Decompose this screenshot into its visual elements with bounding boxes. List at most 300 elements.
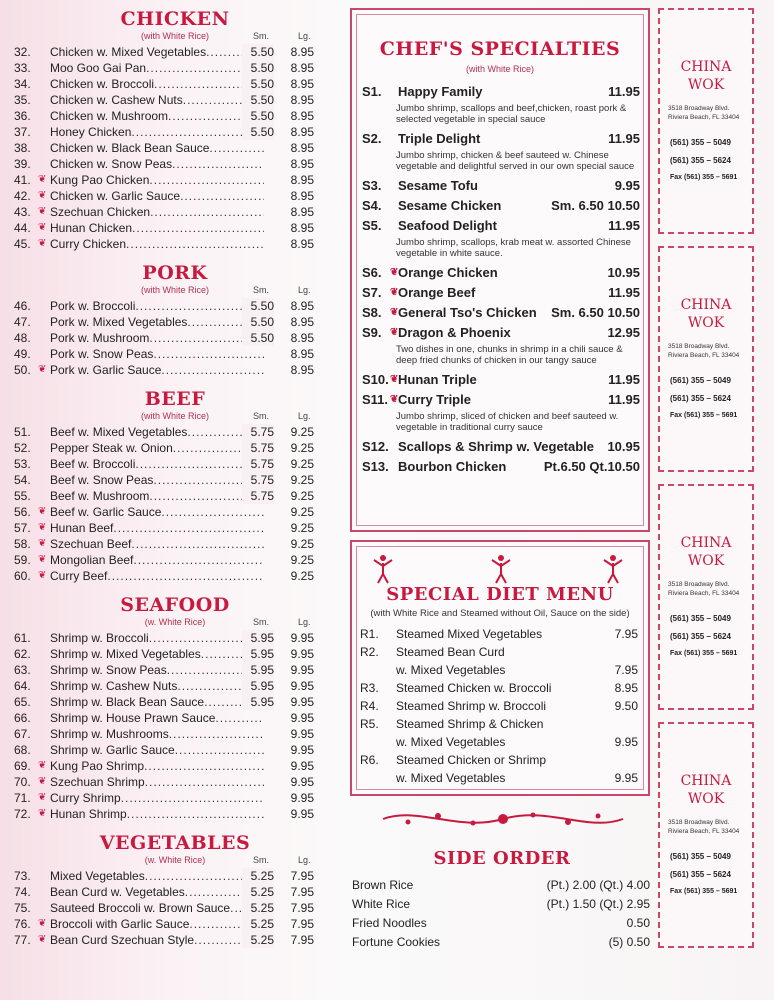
menu-item-row [10,220,340,236]
menu-item-row [10,156,340,172]
dancer-figure-icon [490,554,512,584]
menu-item-row [10,726,340,742]
card-phones [660,372,752,424]
section-gap [10,378,340,388]
specialty-price: 11.95 [608,372,640,387]
section-gap [10,584,340,594]
specialty-code: S7. [362,285,382,300]
item-name: Shrimp w. Garlic Sauce ..... [50,742,264,758]
item-number: 51. [14,425,31,439]
item-price-large: 9.95 [290,743,314,757]
hot-pepper-icon: ❦ [390,394,399,405]
specialty-name: Curry Triple [398,392,471,407]
menu-item-row [10,488,340,504]
item-price-large: 9.95 [290,679,314,693]
specialty-item [362,129,640,172]
specialty-head [362,457,640,477]
item-price-large: 8.95 [290,347,314,361]
hot-pepper-icon: ❦ [390,267,399,278]
item-number: 55. [14,489,31,503]
small-size-label: Sm. [253,855,270,865]
specialty-head [362,303,640,323]
item-price-small: 5.75 [242,456,274,472]
small-size-label: Sm. [253,285,270,295]
item-number: 41. [14,173,31,187]
item-price-small: 5.50 [242,124,274,140]
diet-price: 7.95 [614,627,638,641]
item-number: 53. [14,457,31,471]
card-address [668,580,752,598]
item-number: 67. [14,727,31,741]
card-address [668,818,752,836]
card-phone1: (561) 355 – 5049 [670,138,731,147]
item-price-large: 9.95 [290,807,314,821]
card-address-line2: Riviera Beach, FL 33404 [668,590,740,597]
specialty-head [362,82,640,102]
item-number: 57. [14,521,31,535]
side-order-row [352,895,652,914]
item-price-small: 5.75 [242,488,274,504]
specialty-item [362,82,640,125]
card-name-line1: CHINA [680,535,732,551]
chefs-specialties-list [352,82,648,477]
business-cards-column [658,8,754,960]
menu-item-row [10,646,340,662]
item-name: Chicken w. Snow Peas ..... [50,156,264,172]
item-price-small: 5.25 [242,932,274,948]
item-name: Curry Chicken ..... [50,236,264,252]
specialty-name: Bourbon Chicken [398,459,507,474]
diet-code: R2. [360,645,379,659]
specialty-head [362,263,640,283]
item-name: Beef w. Mixed Vegetables ..... [50,424,264,440]
card-address-line1: 3518 Broadway Blvd. [668,343,730,350]
item-name: Hunan Shrimp ..... [50,806,264,822]
item-number: 47. [14,315,31,329]
diet-name: Steamed Bean Curd [396,645,505,659]
section-subtitle-row [10,284,340,298]
hot-pepper-icon: ❦ [38,538,47,549]
specialty-name: Scallops & Shrimp w. Vegetable [398,439,595,454]
item-name: Chicken w. Cashew Nuts ..... [50,92,264,108]
specialty-item [362,457,640,477]
section-subtitle: (with White Rice) [140,31,209,41]
item-name: Shrimp w. Mushrooms ..... [50,726,264,742]
diet-price: 8.95 [614,681,638,695]
menu-item-row [10,204,340,220]
item-name: Pork w. Snow Peas ..... [50,346,264,362]
menu-item-row [10,44,340,60]
card-fax: Fax (561) 355 – 5691 [670,412,738,419]
section-title: CHICKEN [120,8,230,30]
specialty-price: 10.95 [607,265,640,280]
special-diet-list [352,625,648,787]
business-card [658,484,754,710]
item-number: 77. [14,933,31,947]
special-diet-subtitle: (with White Rice and Steamed without Oil, Sauce on the side) [370,608,630,619]
side-order-name: Fortune Cookies [352,935,441,949]
item-price-large: 8.95 [290,125,314,139]
menu-item-row [10,536,340,552]
specialty-head [362,176,640,196]
specialty-description: Two dishes in one, chunks in shrimp in a chili sauce & deep fried chunks of chicken in our tangy sauce [396,344,623,366]
menu-item-row [10,568,340,584]
card-name-line1: CHINA [680,59,732,75]
specialty-price: 9.95 [614,178,640,193]
menu-item-row [10,710,340,726]
specialty-name: Orange Beef [398,285,476,300]
item-price-large: 9.25 [290,489,314,503]
diet-item-row-continued [360,733,638,751]
business-card [658,722,754,948]
item-name: Chicken w. Mushroom ..... [50,108,264,124]
item-price-small: 5.25 [242,868,274,884]
menu-item-row [10,758,340,774]
item-price-large: 8.95 [290,109,314,123]
menu-item-row [10,900,340,916]
item-price-small: 5.95 [242,662,274,678]
item-number: 45. [14,237,31,251]
item-name: Shrimp w. House Prawn Sauce ..... [50,710,264,726]
item-name: Curry Beef ..... [50,568,264,584]
item-number: 50. [14,363,31,377]
chefs-specialties-box [350,8,650,532]
card-phone1: (561) 355 – 5049 [670,852,731,861]
hot-pepper-icon: ❦ [390,287,399,298]
item-price-small: 5.50 [242,298,274,314]
item-number: 69. [14,759,31,773]
specialty-code: S9. [362,325,382,340]
diet-item-row-continued [360,661,638,679]
item-name: Hunan Beef ..... [50,520,264,536]
specialty-code: S5. [362,218,382,233]
item-name: Beef w. Snow Peas ..... [50,472,264,488]
hot-pepper-icon: ❦ [38,554,47,565]
item-price-large: 9.95 [290,663,314,677]
item-price-large: 9.95 [290,711,314,725]
item-name: Chicken w. Garlic Sauce ..... [50,188,264,204]
small-size-label: Sm. [253,411,270,421]
item-number: 52. [14,441,31,455]
item-name: Shrimp w. Black Bean Sauce ..... [50,694,264,710]
diet-price: 7.95 [614,663,638,677]
diet-item-row [360,679,638,697]
side-order-title: SIDE ORDER [433,848,571,869]
section-title: SEAFOOD [120,594,230,616]
item-price-large: 8.95 [290,189,314,203]
specialty-item [362,216,640,259]
section-subtitle: (w. White Rice) [144,617,206,627]
card-phones [660,848,752,900]
diet-code: R1. [360,627,379,641]
card-address-line2: Riviera Beach, FL 33404 [668,114,740,121]
menu-item-row [10,868,340,884]
specialty-head [362,437,640,457]
item-price-small: 5.95 [242,630,274,646]
item-name: Kung Pao Chicken ..... [50,172,264,188]
diet-price: 9.95 [614,771,638,785]
item-price-large: 8.95 [290,157,314,171]
menu-item-row [10,932,340,948]
hot-pepper-icon: ❦ [38,238,47,249]
item-price-small: 5.95 [242,678,274,694]
hot-pepper-icon: ❦ [38,792,47,803]
menu-item-row [10,504,340,520]
large-size-label: Lg. [298,411,311,421]
card-phone1: (561) 355 – 5049 [670,376,731,385]
specialty-price: Sm. 6.50 10.50 [551,305,640,320]
specialty-code: S12. [362,439,389,454]
item-price-large: 9.25 [290,537,314,551]
diet-code: R6. [360,753,379,767]
card-phones [660,610,752,662]
item-number: 33. [14,61,31,75]
item-name: Beef w. Broccoli ..... [50,456,264,472]
menu-item-row [10,520,340,536]
card-address-line1: 3518 Broadway Blvd. [668,581,730,588]
card-address [668,342,752,360]
item-number: 59. [14,553,31,567]
section-subtitle-row [10,854,340,868]
item-name: Moo Goo Gai Pan ..... [50,60,264,76]
section-gap [10,822,340,832]
menu-item-row [10,424,340,440]
item-number: 39. [14,157,31,171]
diet-item-row [360,697,638,715]
specialty-price: 11.95 [608,285,640,300]
specialty-name: Hunan Triple [398,372,477,387]
diet-name: Steamed Mixed Vegetables [396,627,543,641]
item-price-large: 9.25 [290,425,314,439]
specialty-code: S13. [362,459,389,474]
card-name-line1: CHINA [680,773,732,789]
specialty-price: 11.95 [608,131,640,146]
item-name: Pork w. Mixed Vegetables ..... [50,314,264,330]
item-name: Pork w. Broccoli ..... [50,298,264,314]
hot-pepper-icon: ❦ [390,307,399,318]
specialty-description: Jumbo shrimp, scallops and beef,chicken, roast pork & selected vegetable in special sauce [396,103,627,125]
large-size-label: Lg. [298,31,311,41]
hot-pepper-icon: ❦ [38,522,47,533]
item-number: 71. [14,791,31,805]
item-number: 65. [14,695,31,709]
item-price-large: 8.95 [290,45,314,59]
item-number: 34. [14,77,31,91]
specialty-name: General Tso's Chicken [398,305,537,320]
hot-pepper-icon: ❦ [38,174,47,185]
item-name: Chicken w. Broccoli ..... [50,76,264,92]
item-price-large: 7.95 [290,933,314,947]
item-price-large: 9.95 [290,727,314,741]
item-name: Shrimp w. Mixed Vegetables ..... [50,646,264,662]
menu-item-row [10,916,340,932]
item-name: Kung Pao Shrimp ..... [50,758,264,774]
card-phone2: (561) 355 – 5624 [670,870,731,879]
menu-item-row [10,330,340,346]
card-name-line2: WOK [687,553,725,569]
menu-item-row [10,806,340,822]
specialty-head [362,323,640,343]
card-address-line2: Riviera Beach, FL 33404 [668,828,740,835]
specialty-name: Dragon & Phoenix [398,325,511,340]
business-card [658,8,754,234]
special-diet-title: SPECIAL DIET MENU [386,584,614,605]
menu-item-row [10,884,340,900]
hot-pepper-icon: ❦ [38,222,47,233]
item-price-large: 9.95 [290,775,314,789]
specialty-code: S4. [362,198,382,213]
item-name: Hunan Chicken ..... [50,220,264,236]
menu-item-row [10,694,340,710]
item-name: Pork w. Mushroom ..... [50,330,264,346]
item-number: 36. [14,109,31,123]
card-phone1: (561) 355 – 5049 [670,614,731,623]
specialty-name: Happy Family [398,84,483,99]
menu-item-row [10,774,340,790]
card-address-line2: Riviera Beach, FL 33404 [668,352,740,359]
card-address-line1: 3518 Broadway Blvd. [668,105,730,112]
section-subtitle-row [10,616,340,630]
business-card [658,246,754,472]
section-subtitle: (w. White Rice) [144,855,206,865]
specialty-head [362,129,640,149]
specialty-price: 11.95 [608,392,640,407]
side-order-list [352,876,652,952]
specialty-price: 11.95 [608,218,640,233]
item-price-small: 5.50 [242,76,274,92]
hot-pepper-icon: ❦ [38,776,47,787]
item-price-large: 9.25 [290,569,314,583]
large-size-label: Lg. [298,285,311,295]
diet-item-row [360,643,638,661]
card-fax: Fax (561) 355 – 5691 [670,888,738,895]
item-number: 66. [14,711,31,725]
item-name: Pepper Steak w. Onion ..... [50,440,264,456]
item-number: 60. [14,569,31,583]
small-size-label: Sm. [253,617,270,627]
side-order-name: White Rice [352,897,411,911]
specialty-description: Jumbo shrimp, scallops, krab meat w. assorted Chinese vegetable in white sauce. [396,237,631,259]
item-number: 48. [14,331,31,345]
section-subtitle: (with White Rice) [140,285,209,295]
item-price-large: 7.95 [290,917,314,931]
item-name: Honey Chicken ..... [50,124,264,140]
side-order-name: Fried Noodles [352,916,427,930]
specialty-item [362,437,640,457]
item-price-large: 9.95 [290,695,314,709]
item-price-large: 9.25 [290,473,314,487]
menu-item-row [10,76,340,92]
hot-pepper-icon: ❦ [38,206,47,217]
menu-item-row [10,60,340,76]
chefs-specialties-title: CHEF'S SPECIALTIES [379,38,621,60]
diet-price: 9.95 [614,735,638,749]
diet-price: 9.50 [614,699,638,713]
side-order-price: (Pt.) 1.50 (Qt.) 2.95 [546,897,650,911]
item-price-large: 9.95 [290,647,314,661]
item-price-large: 8.95 [290,205,314,219]
diet-code: R4. [360,699,379,713]
specialty-item [362,283,640,303]
item-number: 43. [14,205,31,219]
specialty-item [362,390,640,433]
menu-item-row [10,630,340,646]
section-subtitle-row [10,410,340,424]
item-number: 37. [14,125,31,139]
chefs-specialties-subtitle: (with White Rice) [465,64,534,74]
item-price-large: 7.95 [290,901,314,915]
section-title: PORK [142,262,208,284]
section-title: VEGETABLES [99,832,251,854]
card-fax: Fax (561) 355 – 5691 [670,650,738,657]
specialty-head [362,390,640,410]
item-price-large: 9.25 [290,457,314,471]
specialty-name: Seafood Delight [398,218,497,233]
item-number: 46. [14,299,31,313]
specialty-name: Triple Delight [398,131,481,146]
item-name: Szechuan Beef ..... [50,536,264,552]
item-name: Shrimp w. Snow Peas ..... [50,662,264,678]
side-order-price: 0.50 [626,916,650,930]
diet-item-row [360,625,638,643]
item-price-small: 5.50 [242,92,274,108]
item-price-large: 8.95 [290,237,314,251]
specialty-item [362,176,640,196]
card-name-line2: WOK [687,77,725,93]
menu-item-row [10,440,340,456]
item-number: 61. [14,631,31,645]
item-name: Sauteed Broccoli w. Brown Sauce ..... [50,900,264,916]
menu-item-row [10,172,340,188]
specialty-code: S11. [362,392,389,407]
section-title: BEEF [144,388,206,410]
hot-pepper-icon: ❦ [38,918,47,929]
item-price-large: 7.95 [290,885,314,899]
side-order-row [352,876,652,895]
card-address [668,104,752,122]
specialty-item [362,303,640,323]
item-price-large: 8.95 [290,315,314,329]
card-phone2: (561) 355 – 5624 [670,156,731,165]
specialty-price: 11.95 [608,84,640,99]
item-number: 56. [14,505,31,519]
specialty-item [362,263,640,283]
specialty-code: S8. [362,305,382,320]
card-phone2: (561) 355 – 5624 [670,394,731,403]
diet-code: R3. [360,681,379,695]
diet-name-continued: w. Mixed Vegetables [396,735,506,749]
specialty-head [362,196,640,216]
menu-item-row [10,108,340,124]
specialty-code: S2. [362,131,382,146]
item-name: Shrimp w. Cashew Nuts ..... [50,678,264,694]
item-name: Broccoli with Garlic Sauce ..... [50,916,264,932]
floral-divider-icon [378,806,628,832]
item-number: 64. [14,679,31,693]
specialty-name: Orange Chicken [398,265,498,280]
specialty-head [362,283,640,303]
specialty-head [362,216,640,236]
hot-pepper-icon: ❦ [38,364,47,375]
dancer-figure-icon [372,554,394,584]
item-price-large: 7.95 [290,869,314,883]
card-name-block [660,10,752,94]
diet-item-row [360,715,638,733]
menu-item-row [10,140,340,156]
menu-item-row [10,662,340,678]
diet-name-continued: w. Mixed Vegetables [396,771,506,785]
item-number: 44. [14,221,31,235]
